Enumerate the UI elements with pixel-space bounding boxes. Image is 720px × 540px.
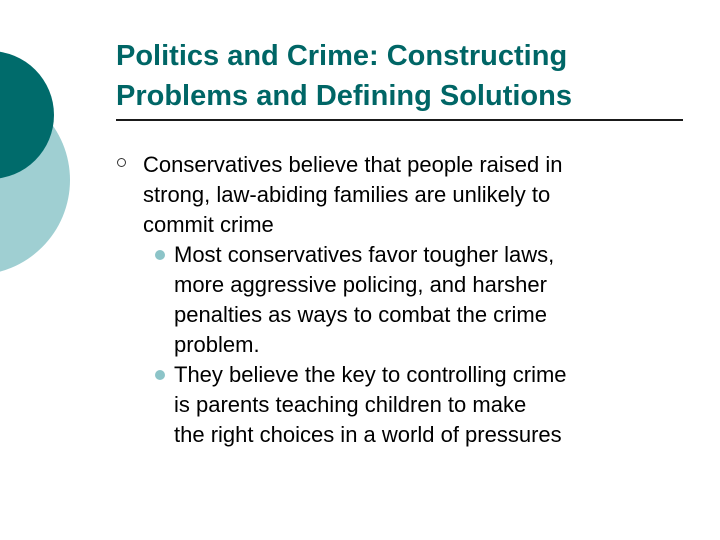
sub-bullet-list [174,240,703,450]
bullet-text-line: Conservatives believe that people raised in [143,152,563,177]
slide-body [143,150,703,450]
sub-bullet-item [174,240,703,360]
sub-bullet-item [174,360,703,450]
bullet-text-line: strong, law-abiding families are unlikely to [143,182,551,207]
sub-bullet-text-line: the right choices in a world of pressures [174,422,562,447]
sub-bullet-text-line: Most conservatives favor tougher laws, [174,242,555,267]
bullet-text-line: commit crime [143,212,274,237]
title-line: Politics and Crime: Constructing [116,40,568,72]
slide-title [116,36,696,116]
sub-bullet-text-line: penalties as ways to combat the crime [174,302,547,327]
filled-circle-bullet-icon [155,370,165,380]
filled-circle-bullet-icon [155,250,165,260]
sub-bullet-text-line: They believe the key to controlling crime [174,362,567,387]
hollow-circle-bullet-icon [117,158,126,167]
sub-bullet-text-line: is parents teaching children to make [174,392,527,417]
title-line: Problems and Defining Solutions [116,80,572,112]
title-divider [116,119,683,121]
decorative-circles [0,0,120,300]
sub-bullet-text-line: problem. [174,332,260,357]
bullet-item [143,150,703,450]
sub-bullet-text-line: more aggressive policing, and harsher [174,272,547,297]
